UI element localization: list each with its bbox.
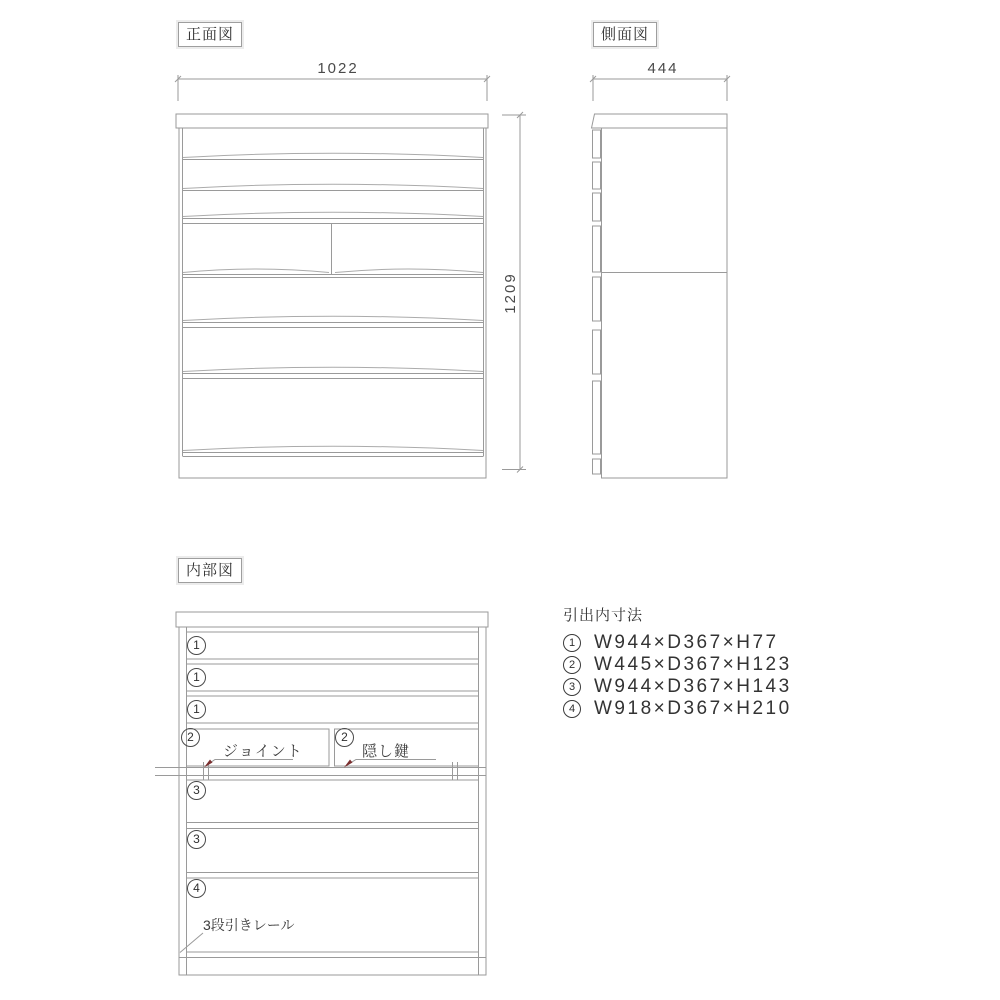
- spec-dims-3: W944×D367×H143: [594, 676, 792, 697]
- circled-number-4: 4: [187, 879, 206, 898]
- spec-row-3: [563, 676, 792, 698]
- front-width-dimension: [175, 75, 490, 101]
- spec-row-1: [563, 632, 792, 654]
- side-top-board: [592, 114, 728, 128]
- internal-drawer-1b: [187, 664, 479, 691]
- internal-drawer-3b: [187, 829, 479, 873]
- front-width-value: 1022: [317, 60, 359, 77]
- circled-number-2: 2: [335, 728, 354, 747]
- circled-number-2: 2: [563, 656, 581, 674]
- circled-number-1: 1: [187, 636, 206, 655]
- front-top-board: [176, 114, 488, 128]
- spec-row-4: [563, 698, 792, 720]
- internal-drawer-3a: [187, 780, 479, 823]
- slide-rail-leader-line: [180, 933, 203, 953]
- front-view-label: 正面図: [178, 22, 242, 47]
- side-body: [602, 128, 728, 478]
- circled-number-2: 2: [181, 728, 200, 747]
- spec-dims-2: W445×D367×H123: [594, 654, 792, 675]
- spec-dims-1: W944×D367×H77: [594, 632, 779, 653]
- side-view-drawing: [592, 114, 728, 478]
- spec-dims-4: W918×D367×H210: [594, 698, 792, 719]
- circled-number-3: 3: [187, 781, 206, 800]
- circled-number-3: 3: [563, 678, 581, 696]
- circled-number-3: 3: [187, 830, 206, 849]
- internal-drawer-1a: [187, 632, 479, 659]
- circled-number-1: 1: [563, 634, 581, 652]
- internal-view-label: 内部図: [178, 558, 242, 583]
- circled-number-1: 1: [187, 668, 206, 687]
- side-depth-value: 444: [647, 60, 679, 77]
- internal-drawer-1c: [187, 696, 479, 723]
- slide-rail-annotation: 3段引きレール: [203, 917, 295, 933]
- circled-number-4: 4: [563, 700, 581, 718]
- drawer-spec-block: [563, 604, 792, 720]
- spec-row-2: [563, 654, 792, 676]
- front-body: [179, 128, 486, 478]
- side-view-label: 側面図: [593, 22, 657, 47]
- side-depth-dimension: [590, 75, 730, 101]
- circled-number-1: 1: [187, 700, 206, 719]
- front-view-drawing: [176, 114, 488, 478]
- front-height-value: 1209: [502, 272, 519, 314]
- joint-annotation: ジョイント: [223, 743, 303, 760]
- internal-top-board: [176, 612, 488, 627]
- spec-title: 引出内寸法: [563, 607, 644, 624]
- hidden-lock-annotation: 隠し鍵: [362, 743, 411, 760]
